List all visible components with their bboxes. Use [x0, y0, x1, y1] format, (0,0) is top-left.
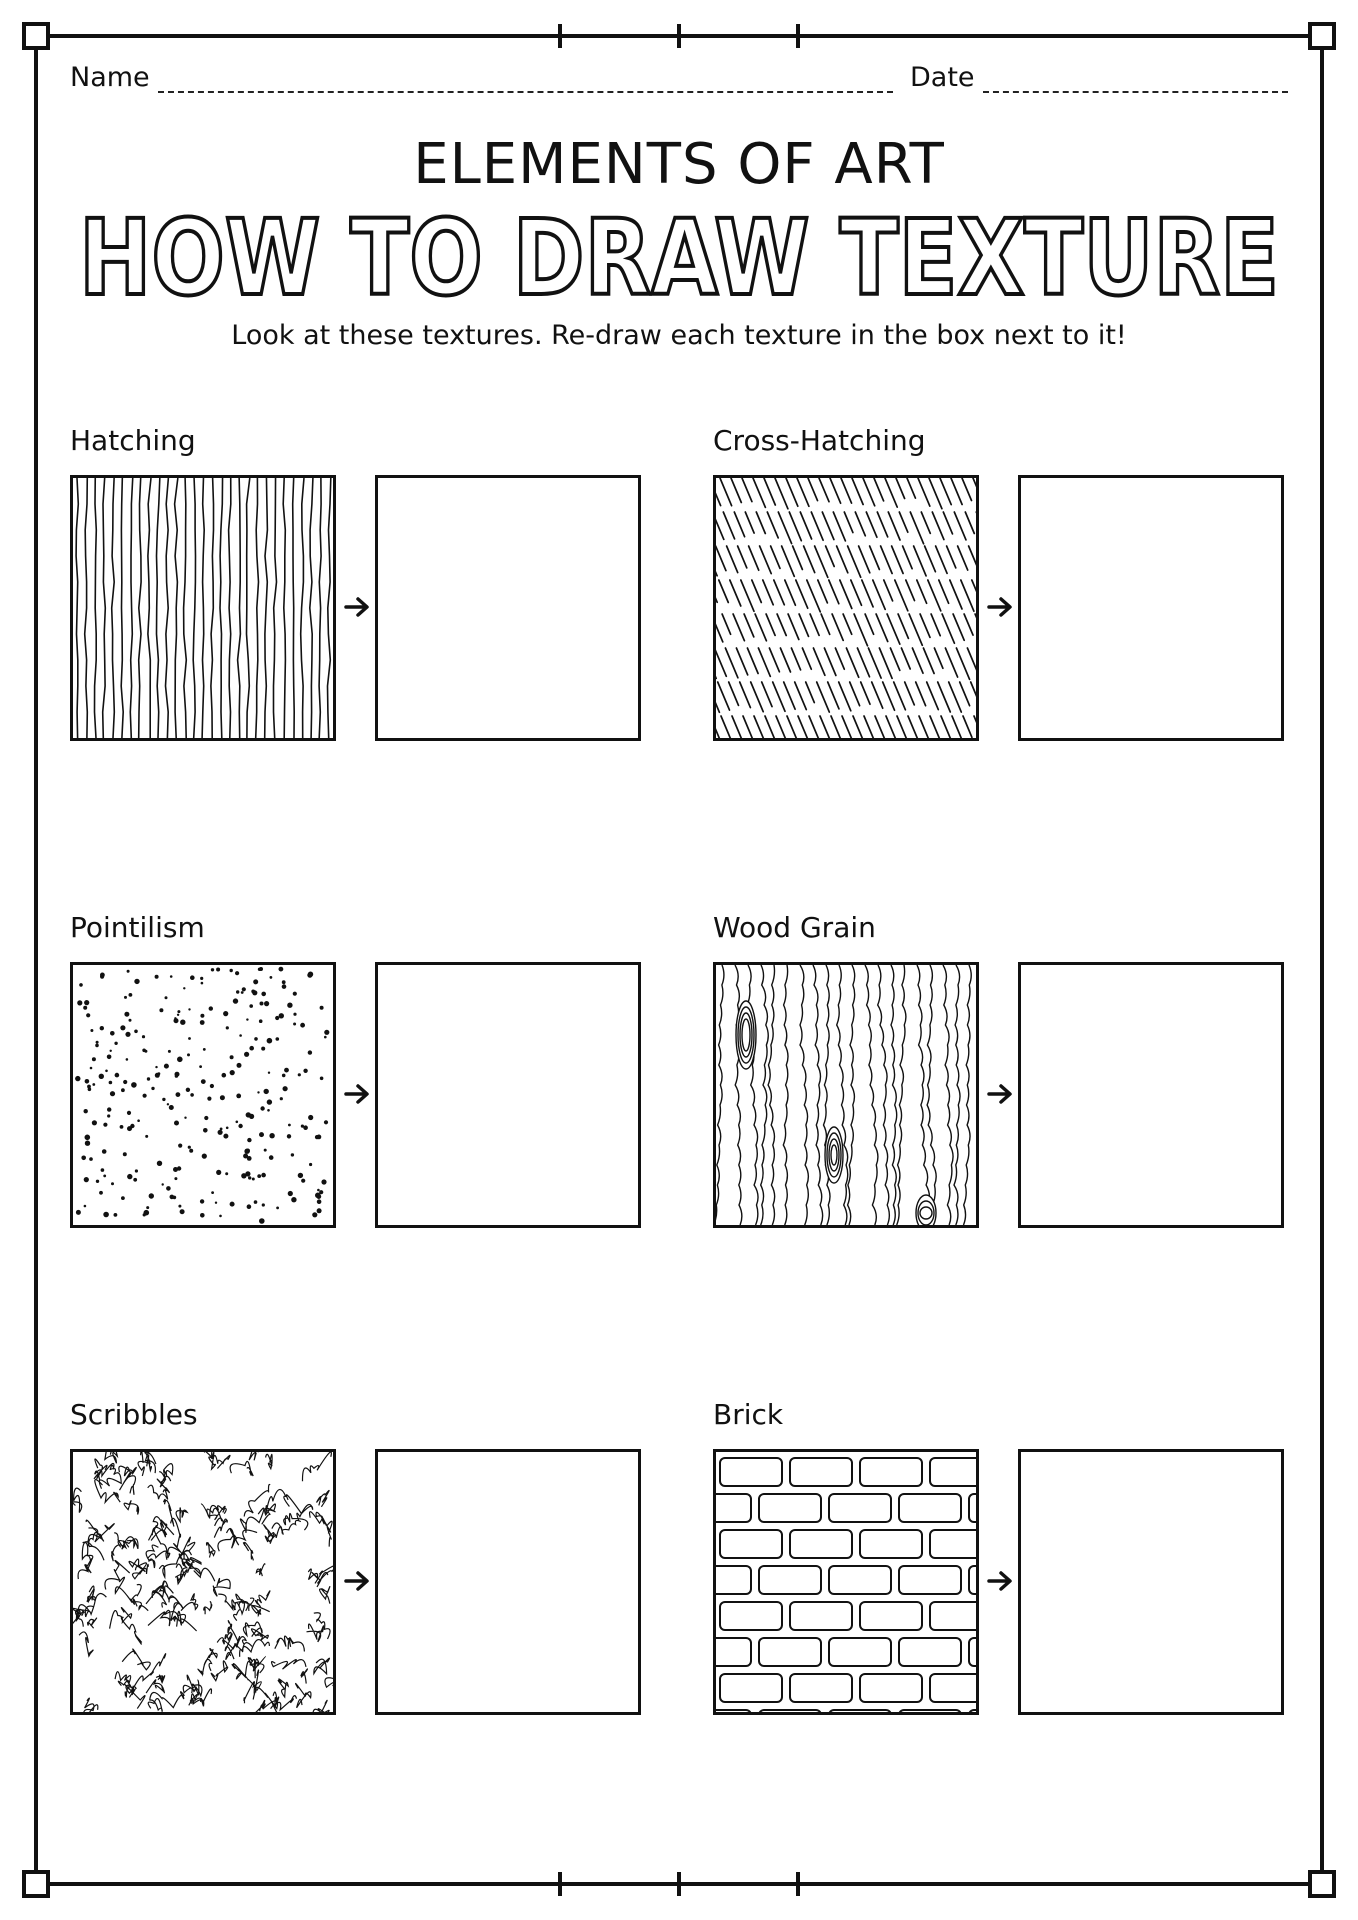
header-fields — [68, 62, 1290, 102]
arrow-right-icon — [987, 1083, 1013, 1105]
wood-grain-texture-icon — [716, 965, 976, 1225]
texture-label-pointilism: Pointilism — [70, 911, 205, 944]
texture-label-brick: Brick — [713, 1398, 784, 1431]
example-box-wood-grain — [713, 962, 979, 1228]
arrow-right-icon — [344, 1570, 370, 1592]
name-label: Name — [70, 62, 150, 93]
texture-label-wood-grain: Wood Grain — [713, 911, 876, 944]
arrow-right-icon — [344, 1083, 370, 1105]
example-box-scribbles — [70, 1449, 336, 1715]
example-box-cross-hatching — [713, 475, 979, 741]
example-box-brick — [713, 1449, 979, 1715]
drawing-box-pointilism[interactable] — [375, 962, 641, 1228]
date-label: Date — [910, 62, 975, 93]
example-box-pointilism — [70, 962, 336, 1228]
page-title: HOW TO DRAW TEXTURE — [79, 198, 1279, 310]
texture-label-cross-hatching: Cross-Hatching — [713, 424, 926, 457]
date-field[interactable] — [910, 62, 1288, 93]
pointilism-texture-icon — [73, 965, 333, 1225]
instructions: Look at these textures. Re-draw each texture in the box next to it! — [231, 320, 1127, 351]
drawing-box-brick[interactable] — [1018, 1449, 1284, 1715]
texture-label-hatching: Hatching — [70, 424, 196, 457]
scribbles-texture-icon — [73, 1452, 333, 1712]
date-underline — [983, 69, 1288, 93]
drawing-box-wood-grain[interactable] — [1018, 962, 1284, 1228]
brick-texture-icon — [716, 1452, 976, 1712]
name-underline — [158, 69, 893, 93]
texture-label-scribbles: Scribbles — [70, 1398, 198, 1431]
example-box-hatching — [70, 475, 336, 741]
drawing-box-scribbles[interactable] — [375, 1449, 641, 1715]
drawing-box-cross-hatching[interactable] — [1018, 475, 1284, 741]
arrow-right-icon — [344, 596, 370, 618]
page-title-graphic — [70, 198, 1288, 310]
name-field[interactable] — [70, 62, 893, 93]
subtitle: ELEMENTS OF ART — [413, 132, 945, 197]
hatching-texture-icon — [73, 478, 333, 738]
drawing-box-hatching[interactable] — [375, 475, 641, 741]
arrow-right-icon — [987, 596, 1013, 618]
cross-hatching-texture-icon — [716, 478, 976, 738]
arrow-right-icon — [987, 1570, 1013, 1592]
